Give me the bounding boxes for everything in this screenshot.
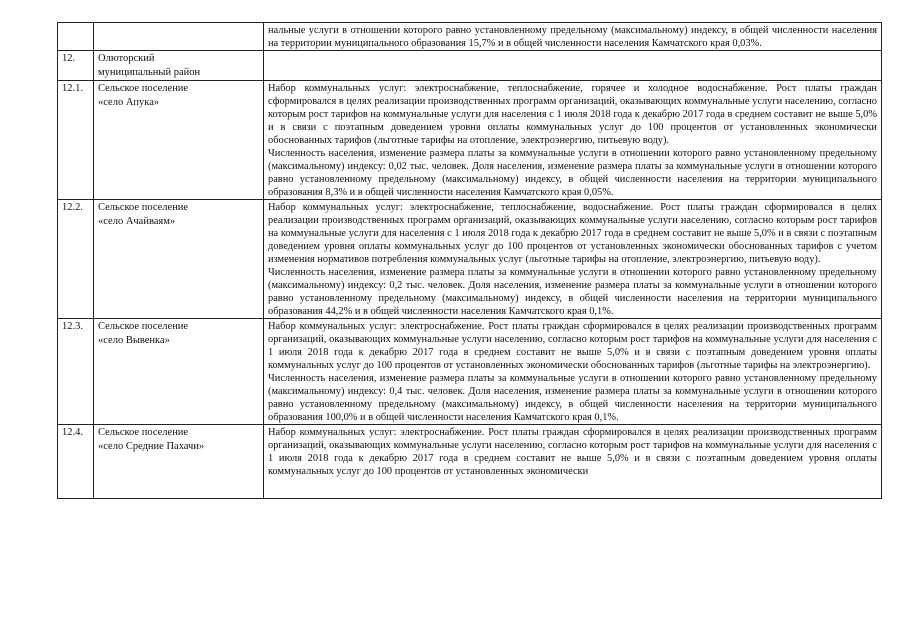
description-paragraph: Численность населения, изменение размера платы за коммунальные услуги в отношении которого равно установленному предельному (максимальному) индексу: 0,02 тыс. человек. Доля населения, изменение размера платы за коммунальные услуги в отношении которого равно установленному предельному (максимальному) индексу, в общей численности населения на территории муниципального образования 8,3% и в общей численности населения Камчатского края 0,05%. <box>268 148 877 198</box>
table-row <box>58 51 882 81</box>
settlement-name <box>94 200 264 319</box>
description-paragraph: нальные услуги в отношении которого равно установленному предельному (максимальному) индексу, в общей численности населения на территории муниципального образования 15,7% и в общей численности населения Камчатского края 0,03%. <box>268 25 877 49</box>
settlement-name <box>94 23 264 51</box>
table-row <box>58 425 882 499</box>
settlement-name-line: Сельское поселение <box>98 427 189 438</box>
settlement-name-line: «село Апука» <box>98 97 160 108</box>
row-number: 12.4. <box>58 425 94 499</box>
description-paragraph: Набор коммунальных услуг: электроснабжение. Рост платы граждан сформировался в целях реализации производственных программ организаций, оказывающих коммунальные услуги населению, согласно которым рост тарифов на коммунальные услуги для населения с 1 июля 2018 года к декабрю 2017 года в среднем составит не выше 5,0% и в связи с поэтапным доведением уровня оплаты коммунальных услуг до 100 процентов от установленных экономически обоснованных тарифов (льготные тарифы на электроэнергию). <box>268 321 877 371</box>
settlement-name-line: «село Вывенка» <box>98 335 170 346</box>
row-number: 12.3. <box>58 319 94 425</box>
description-paragraph: Численность населения, изменение размера платы за коммунальные услуги в отношении которого равно установленному предельному (максимальному) индексу: 0,2 тыс. человек. Доля населения, изменение размера платы за коммунальные услуги в отношении которого равно установленному предельному (максимальному) индексу, в общей численности населения на территории муниципального образования 44,2% и в общей численности населения Камчатского края 0,1%. <box>268 267 877 317</box>
settlement-name-line: Сельское поселение <box>98 321 189 332</box>
settlement-name <box>94 81 264 200</box>
settlement-name <box>94 51 264 81</box>
row-number: 12.2. <box>58 200 94 319</box>
settlement-name-line: Сельское поселение <box>98 83 189 94</box>
description-paragraph: Набор коммунальных услуг: электроснабжение, теплоснабжение, горячее и холодное водоснабжение. Рост платы граждан сформировался в целях реализации производственных программ организаций, оказывающих коммунальные услуги населению, согласно которым рост тарифов на коммунальные услуги для населения с 1 июля 2018 года к декабрю 2017 года в среднем составит не выше 5,0% и в связи с поэтапным доведением уровня оплаты коммунальных услуг до 100 процентов от установленных экономически обоснованных тарифов (льготные тарифы на отопление, электроэнергию, питьевую воду). <box>268 83 877 146</box>
tariff-description <box>264 23 882 51</box>
settlement-name <box>94 319 264 425</box>
row-number: 12. <box>58 51 94 81</box>
settlement-name-line: «село Средние Пахачи» <box>98 441 205 452</box>
tariff-description <box>264 425 882 499</box>
tariff-table <box>57 22 882 499</box>
tariff-description <box>264 51 882 81</box>
description-paragraph: Численность населения, изменение размера платы за коммунальные услуги в отношении которого равно установленному предельному (максимальному) индексу: 0,4 тыс. человек. Доля населения, изменение размера платы за коммунальные услуги в отношении которого равно установленному предельному (максимальному) индексу, в общей численности населения на территории муниципального образования 100,0% и в общей численности населения Камчатского края 0,1%. <box>268 373 877 423</box>
tariff-description <box>264 81 882 200</box>
description-paragraph: Набор коммунальных услуг: электроснабжение. Рост платы граждан сформировался в целях реализации производственных программ организаций, оказывающих коммунальные услуги населению, согласно которым рост тарифов на коммунальные услуги для населения с 1 июля 2018 года к декабрю 2017 года в среднем составит не выше 5,0% и в связи с поэтапным доведением уровня оплаты коммунальных услуг до 100 процентов от установленных экономически <box>268 427 877 477</box>
table-row <box>58 23 882 51</box>
settlement-name-line: «село Ачайваям» <box>98 216 176 227</box>
row-number <box>58 23 94 51</box>
settlement-name-line: муниципальный район <box>98 67 201 78</box>
description-paragraph: Набор коммунальных услуг: электроснабжение, теплоснабжение, водоснабжение. Рост платы граждан сформировался в целях реализации производственных программ организаций, оказывающих коммунальные услуги населению, согласно которым рост тарифов на коммунальные услуги для населения с 1 июля 2018 года к декабрю 2017 года в среднем составит не выше 5,0% и в связи с поэтапным доведением уровня оплаты коммунальных услуг до 100 процентов от установленных экономически обоснованных тарифов с учетом изменения нормативов потребления коммунальных услуг (льготные тарифы на отопление, электроэнергию, питьевую воду). <box>268 202 877 265</box>
settlement-name <box>94 425 264 499</box>
settlement-name-line: Олюторский <box>98 53 155 64</box>
tariff-description <box>264 319 882 425</box>
row-number: 12.1. <box>58 81 94 200</box>
table-row <box>58 81 882 200</box>
tariff-description <box>264 200 882 319</box>
table-row <box>58 319 882 425</box>
tariff-table-body <box>58 23 882 499</box>
table-row <box>58 200 882 319</box>
settlement-name-line: Сельское поселение <box>98 202 189 213</box>
